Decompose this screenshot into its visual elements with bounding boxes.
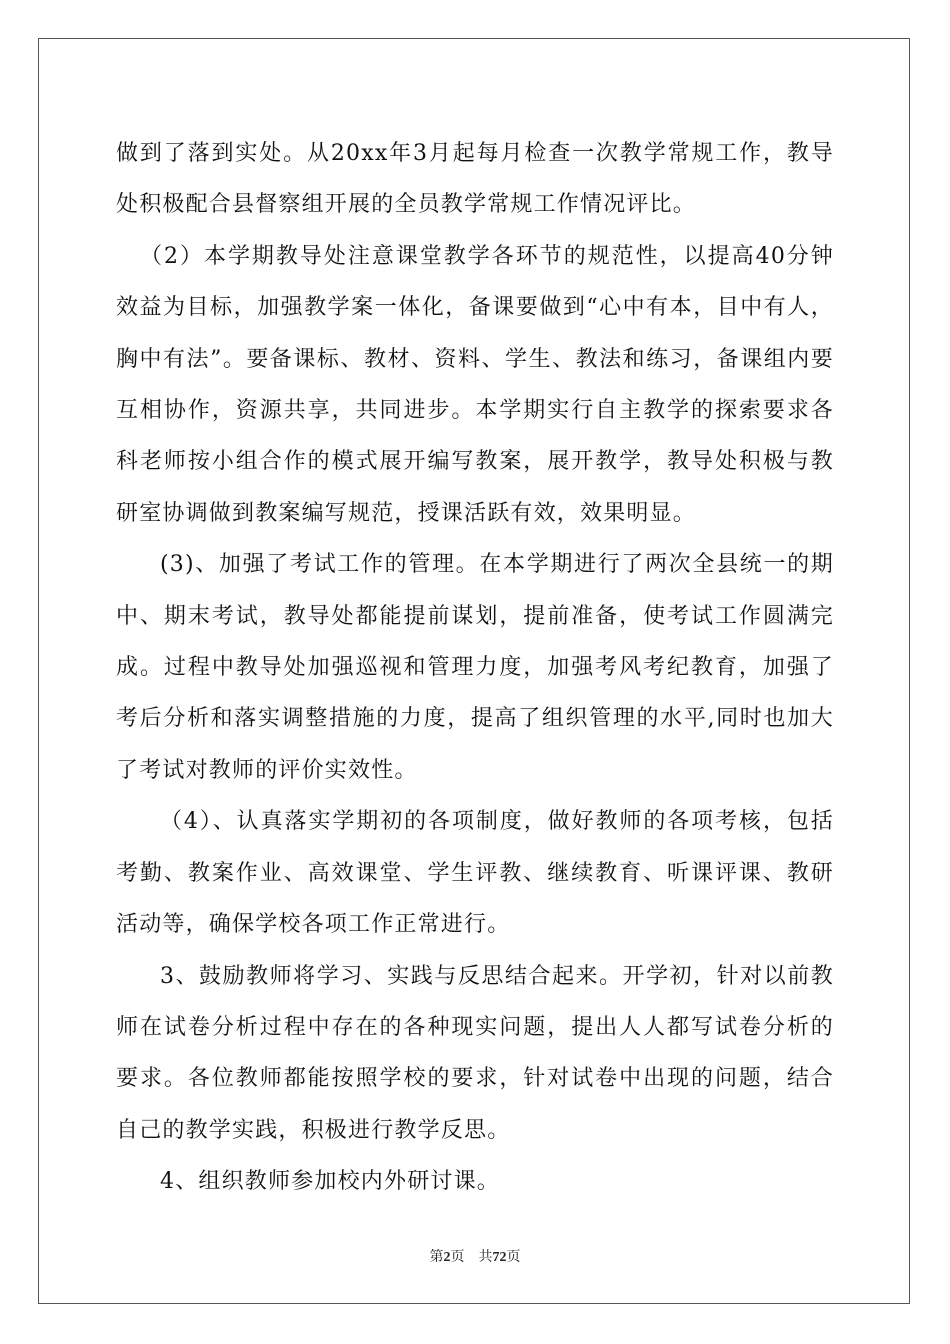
total-label-prefix: 共 [478, 1249, 493, 1265]
total-label-suffix: 页 [506, 1249, 521, 1265]
paragraph-3: (3)、加强了考试工作的管理。在本学期进行了两次全县统一的期中、期末考试，教导处都能提前谋划，提前准备，使考试工作圆满完成。过程中教导处加强巡视和管理力度，加强考风考纪教育，加强了考后分析和落实调整措施的力度，提高了组织管理的水平,同时也加大了考试对教师的评价实效性。 [116, 552, 834, 783]
page-footer [0, 1246, 950, 1266]
page-label-prefix: 第 [429, 1249, 444, 1265]
paragraph-6: 4、组织教师参加校内外研讨课。 [160, 1169, 500, 1195]
page-number: 2 [443, 1250, 451, 1265]
paragraph-5: 3、鼓励教师将学习、实践与反思结合起来。开学初，针对以前教师在试卷分析过程中存在的各种现实问题，提出人人都写试卷分析的要求。各位教师都能按照学校的要求，针对试卷中出现的问题，结合自己的教学实践，积极进行教学反思。 [116, 963, 834, 1143]
total-pages: 72 [492, 1250, 507, 1265]
paragraph-2: （2）本学期教导处注意课堂教学各环节的规范性，以提高40分钟效益为目标，加强教学案一体化，备课要做到“心中有本，目中有人，胸中有法”。要备课标、教材、资料、学生、教法和练习，备课组内要互相协作，资源共享，共同进步。本学期实行自主教学的探索要求各科老师按小组合作的模式展开编写教案，展开教学，教导处积极与教研室协调做到教案编写规范，授课活跃有效，效果明显。 [116, 243, 834, 526]
paragraph-1: 做到了落到实处。从20xx年3月起每月检查一次教学常规工作，教导处积极配合县督察组开展的全员教学常规工作情况评比。 [116, 141, 834, 218]
page-label-suffix: 页 [450, 1249, 465, 1265]
document-body [116, 128, 834, 1208]
paragraph-4: （4）、认真落实学期初的各项制度，做好教师的各项考核，包括考勤、教案作业、高效课堂、学生评教、继续教育、听课评课、教研活动等，确保学校各项工作正常进行。 [116, 809, 834, 938]
